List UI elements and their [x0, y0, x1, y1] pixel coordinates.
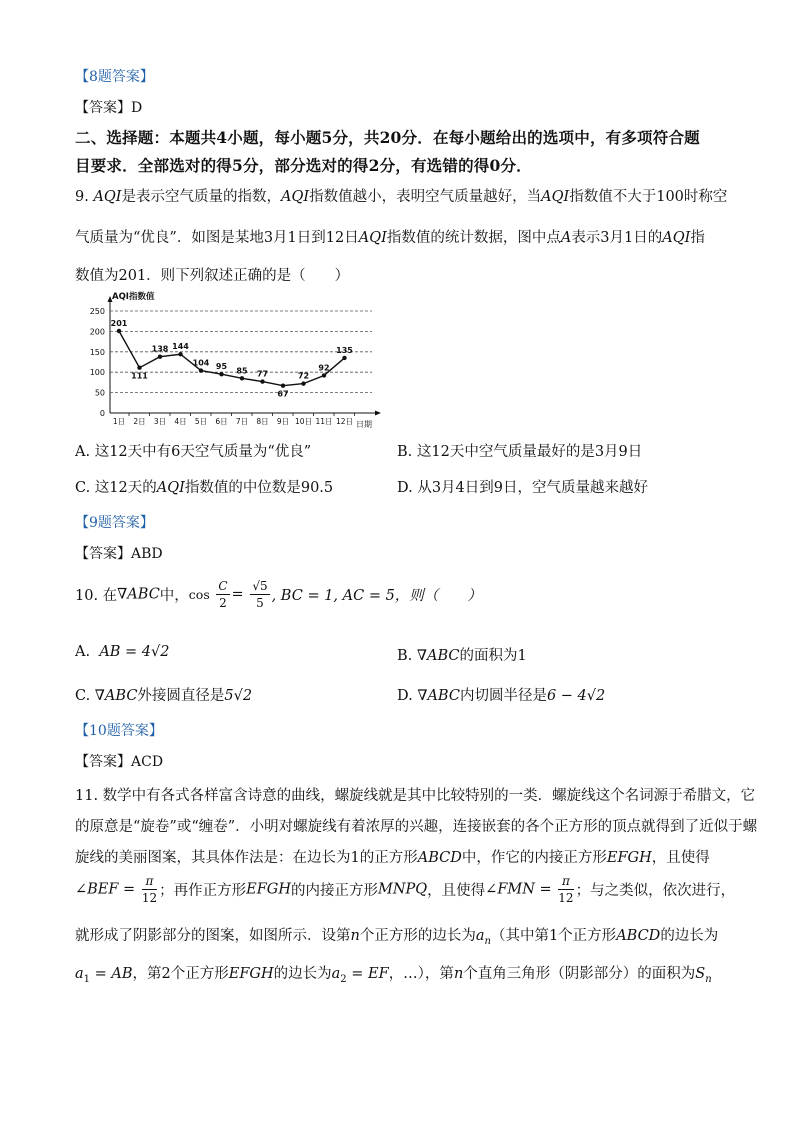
q9-option-b: B. 这12天中空气质量最好的是3月9日 — [397, 444, 643, 460]
data-point — [260, 379, 264, 383]
data-label: 92 — [318, 363, 330, 373]
a2-symbol: a — [331, 966, 341, 982]
q11-line3 — [75, 846, 710, 867]
fraction-pi-over-12 — [558, 875, 573, 904]
x-tick-label: 1日 — [112, 417, 126, 426]
q10-option-c-text: 外接圆直径是 — [137, 688, 225, 704]
y-tick-label: 0 — [99, 409, 105, 418]
q9-option-c-text: C. 这12天的 — [75, 480, 157, 496]
abc-symbol: ABC — [104, 688, 138, 704]
q8-answer: 【答案】D — [75, 100, 143, 116]
a-n-symbol: a — [475, 928, 485, 944]
x-tick-label: 8日 — [256, 417, 269, 426]
x-axis-arrow — [375, 411, 381, 416]
n-symbol: n — [453, 966, 464, 982]
fraction-numerator: √5 — [252, 579, 268, 593]
q10-answer: 【答案】ACD — [75, 754, 164, 770]
x-tick-label: 9日 — [276, 417, 290, 426]
data-label: 85 — [236, 366, 248, 376]
data-point — [158, 354, 162, 358]
y-tick-label: 200 — [89, 327, 105, 337]
q11-text: ，第2个正方形 — [132, 966, 229, 982]
q9-option-c-text: 指数值的中位数是90.5 — [184, 480, 334, 496]
y-tick-label: 100 — [89, 368, 105, 378]
q11-text: 个直角三角形（阴影部分）的面积为 — [463, 966, 696, 982]
x-tick-label: 4日 — [174, 417, 187, 426]
fraction-sqrt5-over-5 — [250, 580, 269, 609]
q10-stem: 10. 在∇ABC中，cos $\frac{C}{2}$ = $\frac{√5}{5}$ , BC = 1, AC = 5，则（ ） — [75, 579, 482, 610]
q10-option-b-text: 的面积为1 — [459, 648, 527, 664]
data-label: 138 — [151, 344, 169, 354]
s-n-symbol: S — [695, 966, 706, 982]
q9-text: 指 — [690, 230, 705, 246]
q10-option-a — [75, 644, 170, 660]
triangle-symbol: ∇ — [416, 648, 427, 664]
data-label: 144 — [172, 342, 189, 352]
angle-fmn: ∠FMN = — [485, 881, 552, 898]
y-tick-label: 150 — [89, 347, 105, 357]
q10-tag: 【10题答案】 — [75, 723, 163, 739]
mnpq-symbol: MNPQ — [377, 881, 428, 898]
data-point — [281, 383, 285, 387]
aqi-symbol: AQI — [541, 189, 570, 205]
q11-line6 — [75, 962, 712, 985]
q9-text: 指数值的统计数据，图中点 — [386, 230, 561, 246]
fraction-denominator: 2 — [219, 596, 227, 610]
abc-symbol: ABC — [127, 586, 160, 603]
q11-text: 中，作它的内接正方形 — [461, 850, 607, 866]
aqi-symbol: AQI — [93, 189, 122, 205]
x-axis-label: 日期 — [356, 420, 372, 429]
q10-option-d-text: 内切圆半径是 — [459, 688, 547, 704]
q9-text: 表示3月1日的 — [571, 230, 663, 246]
efgh-symbol: EFGH — [606, 850, 652, 866]
q10-number: 10. 在 — [75, 588, 118, 604]
triangle-symbol: ∇ — [417, 688, 428, 704]
section-header-line2: 目要求．全部选对的得5分，部分选对的得2分，有选错的得0分． — [75, 156, 532, 175]
x-tick-label: 10日 — [294, 417, 313, 426]
q9-number: 9. — [75, 189, 89, 205]
aqi-symbol: AQI — [156, 480, 185, 496]
x-tick-label: 12日 — [335, 417, 354, 426]
q9-text: 气质量为“优良”．如图是某地3月1日到12日 — [75, 230, 359, 246]
q11-text: ，且使得 — [427, 883, 486, 899]
data-label: 201 — [110, 318, 128, 328]
aqi-symbol: AQI — [662, 230, 691, 246]
q11-text: 的内接正方形 — [290, 883, 378, 899]
abc-symbol: ABC — [427, 688, 460, 704]
x-tick-label: 5日 — [194, 417, 208, 426]
q9-option-d: D. 从3月4日到9日，空气质量越来越好 — [397, 480, 649, 496]
x-tick-label: 7日 — [235, 417, 249, 426]
q11-text: ；与之类似，依次进行， — [575, 883, 736, 899]
q9-line2 — [75, 226, 705, 247]
data-point — [240, 376, 244, 380]
a2-value: = EF — [346, 966, 389, 982]
abcd-symbol: ABCD — [616, 928, 661, 944]
q11-text: 的边长为 — [660, 928, 719, 944]
q11-text: 就形成了阴影部分的图案，如图所示．设第 — [75, 928, 351, 944]
aqi-line-chart — [82, 288, 382, 434]
q11-line4 — [75, 875, 735, 904]
data-label: 104 — [192, 358, 210, 368]
q10-option-b — [397, 644, 527, 665]
point-a-symbol: A — [560, 230, 572, 246]
x-tick-label: 2日 — [133, 417, 146, 426]
q11-line1: 11. 数学中有各式各样富含诗意的曲线，螺旋线就是其中比较特别的一类．螺旋线这个名词源于希腊文，它 — [75, 788, 756, 804]
q11-line2: 的原意是“旋卷”或“缠卷”．小明对螺旋线有着浓厚的兴趣，连接嵌套的各个正方形的顶点就得到了近似于螺 — [75, 819, 758, 835]
q10-option-a-label: A. — [75, 644, 91, 660]
q9-text: 指数值不大于100时称空 — [569, 189, 728, 205]
y-tick-label: 50 — [94, 388, 105, 398]
abc-symbol: ABC — [427, 648, 460, 664]
data-label: 67 — [277, 389, 289, 399]
abcd-symbol: ABCD — [417, 850, 462, 866]
data-point — [178, 352, 182, 356]
q10-option-d — [397, 684, 605, 705]
data-point — [199, 368, 203, 372]
q10-option-c-label: C. — [75, 688, 91, 704]
fraction-denominator: 5 — [256, 596, 264, 610]
a1-symbol: a — [75, 966, 84, 982]
subscript-2: 2 — [340, 973, 347, 985]
fraction-pi-over-12 — [142, 875, 157, 904]
data-label: 72 — [297, 371, 310, 381]
fraction-numerator: π — [142, 875, 157, 890]
q9-text: 指数值越小，表明空气质量越好，当 — [309, 189, 542, 205]
data-point — [219, 372, 223, 376]
x-tick-label: 11日 — [315, 417, 333, 426]
fraction-denominator: 12 — [558, 891, 574, 905]
cos-symbol: cos — [188, 587, 210, 602]
aqi-symbol: AQI — [281, 189, 310, 205]
q10-option-b-label: B. — [397, 648, 413, 664]
q9-line1 — [75, 185, 727, 206]
data-label: 135 — [336, 345, 353, 355]
q9-tag: 【9题答案】 — [75, 515, 154, 531]
data-point — [137, 366, 141, 370]
data-point — [301, 381, 305, 385]
data-point — [342, 356, 346, 360]
data-point — [117, 329, 121, 333]
data-label: 77 — [256, 369, 269, 379]
data-point — [322, 373, 326, 377]
fraction-denominator: 12 — [141, 891, 158, 905]
q11-text: ，且使得 — [651, 850, 710, 866]
q10-option-a-text: AB = 4√2 — [99, 644, 170, 660]
q11-text: ，…），第 — [388, 966, 454, 982]
subscript-1: 1 — [83, 973, 91, 985]
q11-text: （其中第1个正方形 — [490, 928, 617, 944]
q9-option-a: A. 这12天中有6天空气质量为“优良” — [75, 444, 312, 460]
a1-value: = AB — [90, 966, 133, 982]
x-tick-label: 6日 — [215, 417, 228, 426]
x-tick-label: 3日 — [153, 417, 167, 426]
series-line — [119, 331, 345, 386]
y-tick-label: 250 — [89, 307, 105, 316]
n-symbol: n — [350, 928, 360, 944]
triangle-symbol: ∇ — [117, 586, 128, 603]
q10-text: 中， — [159, 588, 189, 604]
subscript-n: n — [484, 935, 491, 947]
efgh-symbol: EFGH — [246, 881, 291, 898]
q8-tag: 【8题答案】 — [75, 69, 154, 85]
fraction-numerator: C — [218, 579, 228, 593]
subscript-n: n — [705, 973, 712, 985]
q11-line5 — [75, 924, 718, 947]
q9-answer: 【答案】ABD — [75, 546, 163, 562]
q9-text: 是表示空气质量的指数， — [121, 189, 282, 205]
q9-option-c — [75, 476, 333, 497]
q11-text: 的边长为 — [273, 966, 332, 982]
q9-line3: 数值为201．则下列叙述正确的是（ ） — [75, 268, 350, 284]
q10-option-c-value: 5√2 — [224, 688, 253, 704]
q10-option-c — [75, 684, 252, 705]
section-header-line1: 二、选择题：本题共4小题，每小题5分，共20分．在每小题给出的选项中，有多项符合题 — [75, 128, 700, 147]
q10-option-d-value: 6 − 4√2 — [546, 688, 606, 704]
efgh-symbol: EFGH — [228, 966, 274, 982]
q10-text: , BC = 1, AC = 5，则（ ） — [271, 588, 482, 604]
data-label: 111 — [131, 371, 148, 381]
chart-title: AQI指数值 — [112, 292, 155, 302]
data-label: 95 — [215, 362, 228, 372]
fraction-c-over-2 — [216, 580, 229, 609]
q10-option-d-label: D. — [397, 688, 413, 704]
aqi-symbol: AQI — [358, 230, 387, 246]
q11-text: 个正方形的边长为 — [359, 928, 476, 944]
angle-bef: ∠BEF = — [75, 881, 136, 898]
q11-text: 旋线的美丽图案，其具体作法是：在边长为1的正方形 — [75, 850, 418, 866]
q11-text: ；再作正方形 — [159, 883, 247, 899]
triangle-symbol: ∇ — [94, 688, 105, 704]
fraction-numerator: π — [558, 875, 573, 890]
